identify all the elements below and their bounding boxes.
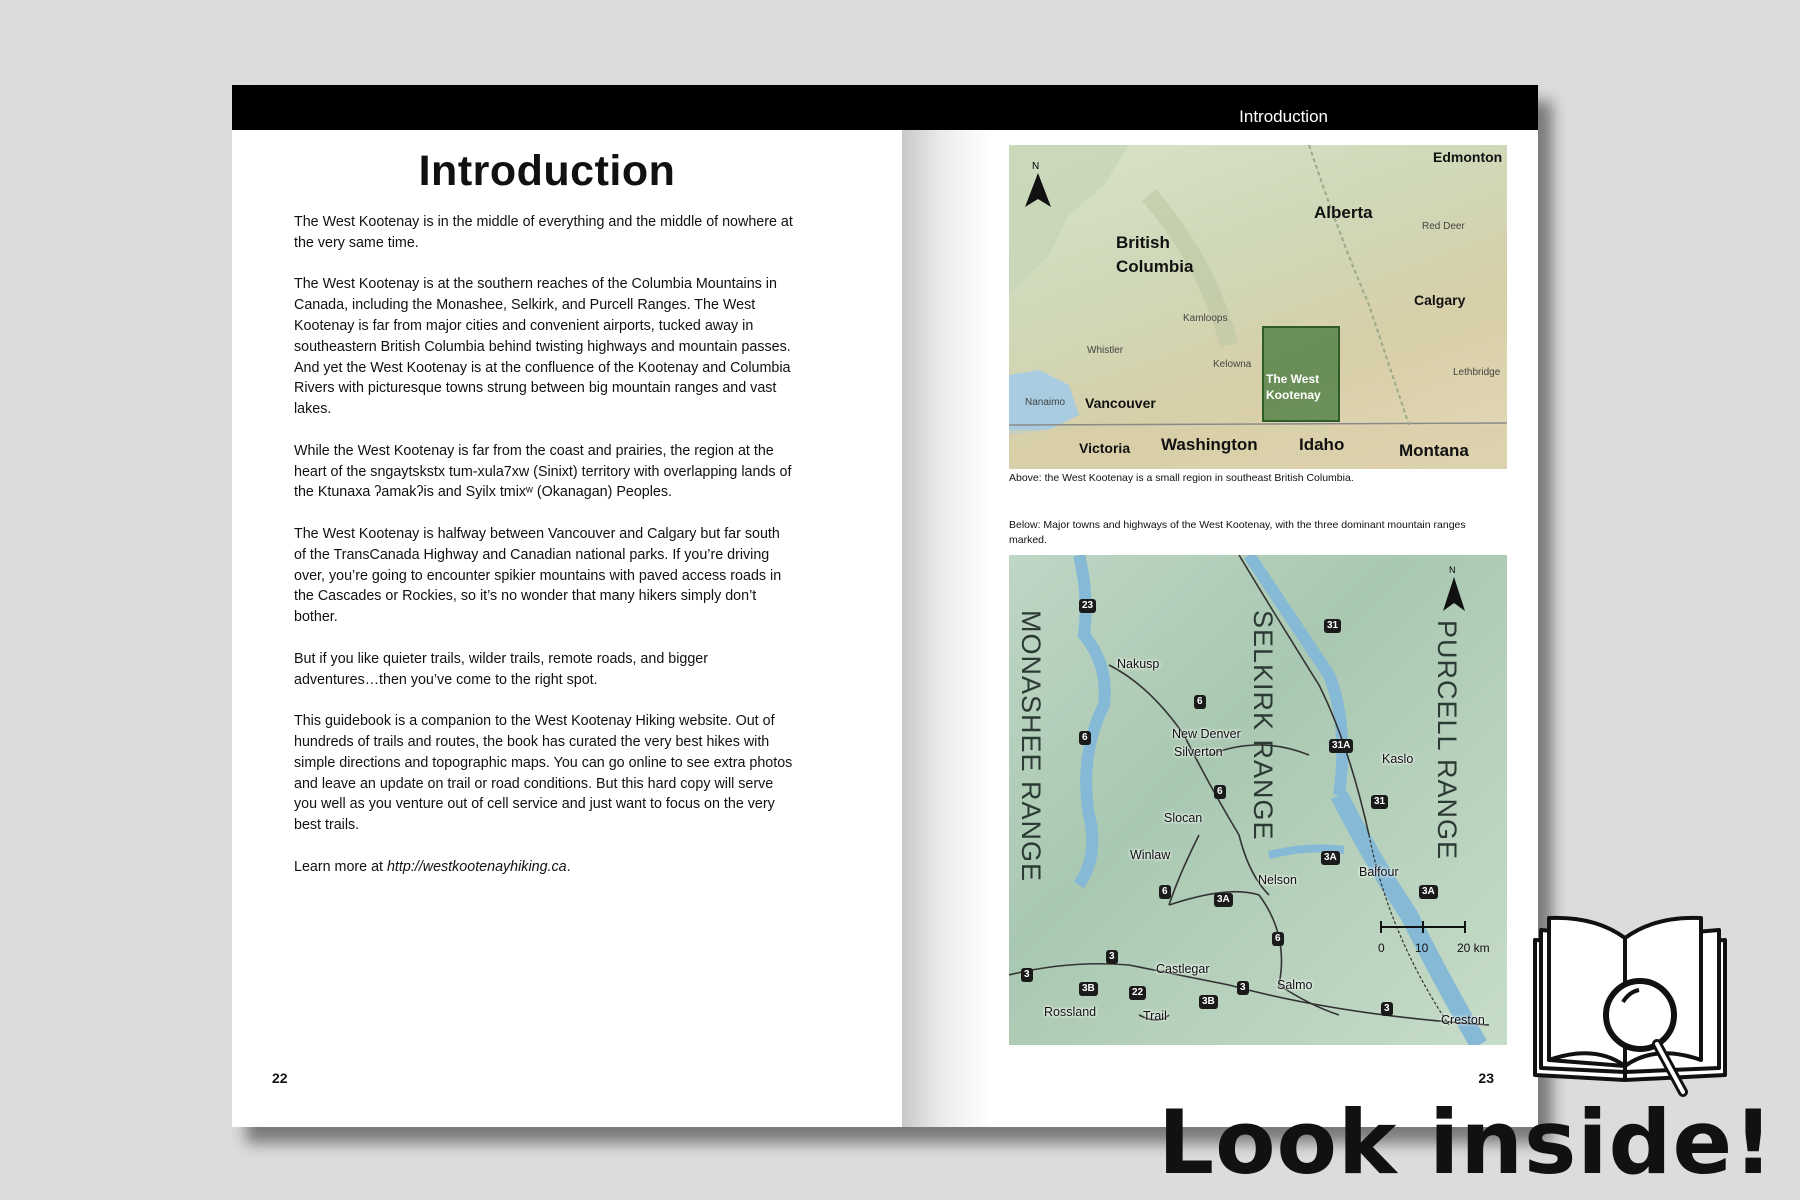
town-new-denver: New Denver [1172,727,1241,741]
city-nanaimo: Nanaimo [1025,397,1066,408]
highway-shield: 3A [1214,893,1233,907]
highlight-line: Kootenay [1266,388,1321,402]
scale-bar [1379,919,1469,935]
body-text [294,212,794,898]
town-creston: Creston [1441,1013,1485,1027]
top-map-caption: Above: the West Kootenay is a small region in southeast British Columbia. [1009,472,1354,484]
region-alberta: Alberta [1314,203,1373,222]
highway-shield: 3A [1321,851,1340,865]
region-washington: Washington [1161,435,1258,454]
highlight-line: The West [1266,372,1320,386]
highway-shield: 3A [1419,885,1438,899]
city-whistler: Whistler [1087,345,1124,356]
scale-label-10: 10 [1415,941,1429,955]
highway-shield: 6 [1194,695,1206,709]
highway-shield: 31 [1324,619,1341,633]
north-arrow-icon [1023,159,1053,209]
running-head: Introduction [1239,107,1328,126]
open-book [232,85,1538,1127]
highway-shield: 23 [1079,599,1096,613]
city-kelowna: Kelowna [1213,359,1252,370]
highway-shield: 31 [1371,795,1388,809]
region-idaho: Idaho [1299,435,1345,454]
paragraph: The West Kootenay is at the southern reaches of the Columbia Mountains in Canada, including the Monashee, Selkirk, and Purcell Ranges. The West Kootenay is far from major cities and convenient airports, tucked away in southeastern British Columbia behind twisting highways and mountain passes. And yet the West Kootenay is at the confluence of the Kootenay and Columbia Rivers with picturesque towns strung between big mountain ranges and vast lakes. [294,276,791,418]
scale-label-20: 20 km [1457,941,1490,955]
town-salmo: Salmo [1277,978,1313,992]
town-castlegar: Castlegar [1156,962,1210,976]
svg-text:N: N [1449,565,1456,575]
website-link[interactable]: http://westkootenayhiking.ca [386,858,567,875]
town-nelson: Nelson [1258,873,1297,887]
town-trail: Trail [1143,1009,1167,1023]
svg-text:N: N [1032,161,1040,172]
header-bar [232,85,1538,130]
right-page [902,85,1538,1127]
region-montana: Montana [1399,441,1469,460]
paragraph: But if you like quieter trails, wilder trails, remote roads, and bigger adventures…then you’ve come to the right spot. [294,650,709,688]
highway-shield: 3 [1021,968,1033,982]
paragraph: While the West Kootenay is far from the coast and prairies, the region at the heart of the sngaytskstx tum-xula7xw (Sinixt) territory with overlapping lands of the Ktunaxa ʔamakʔis and Syilx tmixʷ (Okanagan) Peoples. [294,442,792,501]
selkirk-range-label: SELKIRK RANGE [1248,610,1278,841]
highway-shield: 6 [1272,932,1284,946]
town-winlaw: Winlaw [1130,848,1171,862]
west-kootenay-label [1266,371,1336,403]
highway-shield: 3B [1199,995,1218,1009]
city-red-deer: Red Deer [1422,221,1465,232]
look-inside-label[interactable]: Look inside! [1158,1091,1775,1194]
highway-shield: 3 [1237,981,1249,995]
overview-map [1009,145,1507,469]
region-bc-line1: British [1116,233,1170,252]
highway-shield: 31A [1329,739,1353,753]
town-rossland: Rossland [1044,1005,1097,1019]
town-slocan: Slocan [1164,811,1203,825]
page-number-right: 23 [1478,1070,1494,1086]
town-balfour: Balfour [1359,865,1399,879]
paragraph: This guidebook is a companion to the West Kootenay Hiking website. Out of hundreds of trails and routes, the book has curated the very best hikes with simple directions and topographic maps. You can go online to see extra photos and leave an update on trail or road conditions. But this hard copy will serve you well as you venture out of cell service and just want to focus on the very best trails. [294,713,793,834]
highway-shield: 22 [1129,986,1146,1000]
city-vancouver: Vancouver [1085,395,1156,411]
scale-label-0: 0 [1378,941,1385,955]
highway-shield: 6 [1079,731,1091,745]
region-bc-line2: Columbia [1116,257,1194,276]
page-number-left: 22 [272,1070,288,1086]
left-page [232,85,902,1127]
highway-shield: 3 [1381,1002,1393,1016]
highway-shield: 6 [1214,785,1226,799]
city-lethbridge: Lethbridge [1453,367,1501,378]
monashee-range-label: MONASHEE RANGE [1016,610,1046,883]
learn-more-prefix: Learn more at [294,858,387,875]
paragraph: The West Kootenay is halfway between Vancouver and Calgary but far south of the TransCanada Highway and Canadian national parks. If you’re driving over, you’re going to encounter spikier mountains with paved access roads in the Cascades or Rockies, so it’s no wonder that many hikers simply don’t bother. [294,525,782,626]
town-nakusp: Nakusp [1117,657,1160,671]
town-silverton: Silverton [1174,745,1223,759]
region-map [1009,555,1507,1045]
town-kaslo: Kaslo [1382,752,1414,766]
highway-shield: 3 [1106,950,1118,964]
page-title: Introduction [418,147,676,195]
purcell-range-label: PURCELL RANGE [1432,620,1462,861]
city-kamloops: Kamloops [1183,313,1228,324]
city-edmonton: Edmonton [1433,149,1503,165]
highway-shield: 3B [1079,982,1098,996]
learn-more-suffix: . [566,858,571,875]
city-victoria: Victoria [1079,440,1131,456]
learn-more-line [294,857,794,878]
paragraph: The West Kootenay is in the middle of everything and the middle of nowhere at the very same time. [294,214,793,251]
highway-shield: 6 [1159,885,1171,899]
north-arrow-icon [1439,563,1469,613]
city-calgary: Calgary [1414,292,1466,308]
bottom-map-caption: Below: Major towns and highways of the West Kootenay, with the three dominant mountain ranges marked. [1009,519,1466,546]
